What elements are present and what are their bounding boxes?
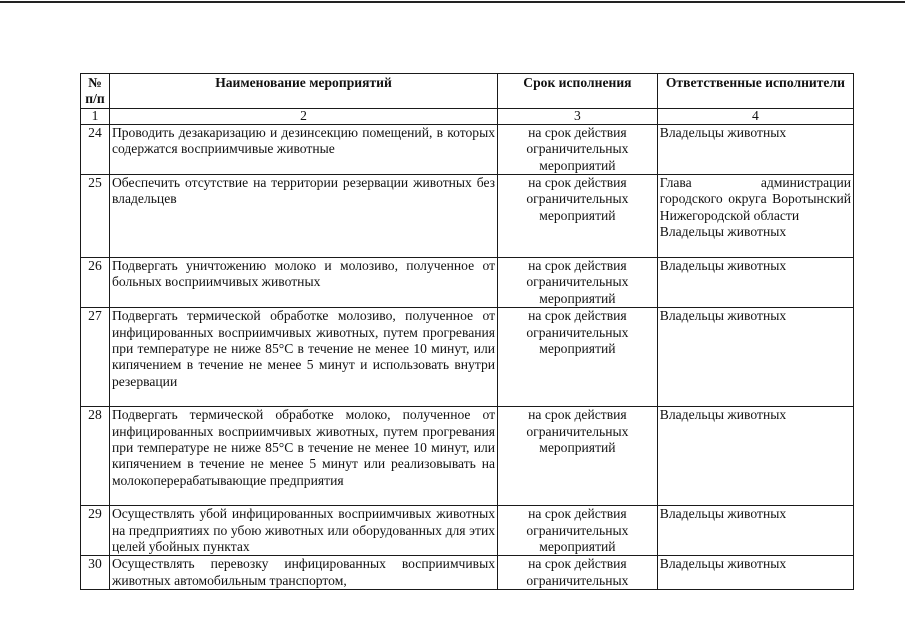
row-number: 30 xyxy=(81,556,110,590)
page-top-edge xyxy=(0,1,905,3)
column-index-row xyxy=(81,108,854,124)
header-num: № п/п xyxy=(81,74,110,109)
responsible-line: Глава администрации городского округа Воротынский Нижегородской области xyxy=(659,175,851,223)
measure-name: Обеспечить отсутствие на территории резервации животных без владельцев xyxy=(109,175,497,258)
measure-responsible xyxy=(657,175,853,258)
measure-responsible xyxy=(657,506,853,556)
row-number: 27 xyxy=(81,308,110,407)
measure-name: Осуществлять убой инфицированных восприимчивых животных на предприятиях по убою животных или оборудованных для этих целей убойных пунктах xyxy=(109,506,497,556)
responsible-line: Владельцы животных xyxy=(659,506,787,522)
measure-term: на срок действия ограничительных мероприятий xyxy=(498,258,658,308)
table-row xyxy=(81,175,854,258)
measure-name: Осуществлять перевозку инфицированных восприимчивых животных автомобильным транспортом, xyxy=(109,556,497,590)
table-row xyxy=(81,506,854,556)
measure-term: на срок действия ограничительных мероприятий xyxy=(498,407,658,506)
measure-responsible xyxy=(657,407,853,506)
row-number: 25 xyxy=(81,175,110,258)
row-number: 24 xyxy=(81,124,110,174)
row-number: 28 xyxy=(81,407,110,506)
column-index: 3 xyxy=(498,108,658,124)
measure-term: на срок действия ограничительных мероприятий xyxy=(498,175,658,258)
column-index: 1 xyxy=(81,108,110,124)
responsible-line: Владельцы животных xyxy=(659,407,787,423)
responsible-line: Владельцы животных xyxy=(659,308,787,324)
measure-responsible xyxy=(657,556,853,590)
measure-name: Подвергать термической обработке молозиво, полученное от инфицированных восприимчивых животных, путем прогревания при температуре не ниже 85°С в течение не менее 10 минут, или кипячением в течение не менее 5 минут и использовать внутри резервации xyxy=(109,308,497,407)
table-row xyxy=(81,258,854,308)
measure-responsible xyxy=(657,308,853,407)
responsible-line: Владельцы животных xyxy=(659,556,787,572)
row-number: 26 xyxy=(81,258,110,308)
responsible-line: Владельцы животных xyxy=(659,124,787,140)
table-row xyxy=(81,556,854,590)
header-term: Срок исполнения xyxy=(498,74,658,109)
measure-responsible xyxy=(657,258,853,308)
header-responsible: Ответственные исполнители xyxy=(657,74,853,109)
responsible-line: Владельцы животных xyxy=(659,258,787,274)
measure-name: Подвергать уничтожению молоко и молозиво, полученное от больных восприимчивых животных xyxy=(109,258,497,308)
column-index: 4 xyxy=(657,108,853,124)
table-header-row xyxy=(81,74,854,109)
table-row xyxy=(81,124,854,174)
measure-responsible xyxy=(657,124,853,174)
measure-name: Проводить дезакаризацию и дезинсекцию помещений, в которых содержатся восприимчивые животные xyxy=(109,124,497,174)
measures-table xyxy=(80,73,854,590)
header-name: Наименование мероприятий xyxy=(109,74,497,109)
measure-term: на срок действия ограничительных мероприятий xyxy=(498,506,658,556)
responsible-line: Владельцы животных xyxy=(659,224,787,240)
measure-term: на срок действия ограничительных мероприятий xyxy=(498,124,658,174)
row-number: 29 xyxy=(81,506,110,556)
table-row xyxy=(81,407,854,506)
table-row xyxy=(81,308,854,407)
measure-name: Подвергать термической обработке молоко, полученное от инфицированных восприимчивых животных, путем прогревания при температуре не ниже 85°С в течение не менее 10 минут, или кипячением в течение не менее 5 минут или реализовывать на молокоперерабатывающие предприятия xyxy=(109,407,497,506)
measure-term: на срок действия ограничительных мероприятий xyxy=(498,308,658,407)
column-index: 2 xyxy=(109,108,497,124)
measure-term: на срок действия ограничительных xyxy=(498,556,658,590)
